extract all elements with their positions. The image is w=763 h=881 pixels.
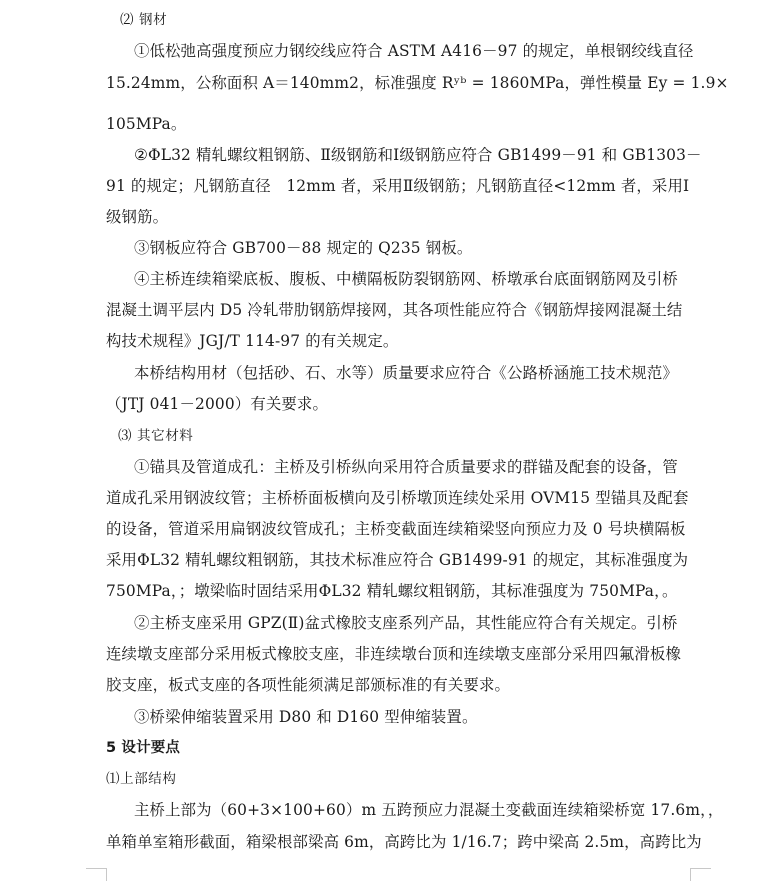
paragraph-line: ②ΦL32 精轧螺纹粗钢筋、Ⅱ级钢筋和Ⅰ级钢筋应符合 GB1499－91 和 GB1303－: [134, 146, 702, 164]
subsection-heading-other-materials: ⑶ 其它材料: [118, 428, 194, 444]
paragraph-line: 15.24mm，公称面积 A＝140mm2，标准强度 Rʸᵇ = 1860MPa，弹性模量 Ey = 1.9×: [106, 74, 729, 92]
paragraph-line: 105MPa。: [106, 115, 187, 133]
paragraph-line: ③钢板应符合 GB700－88 规定的 Q235 钢板。: [134, 239, 473, 257]
paragraph-line: ③桥梁伸缩装置采用 D80 和 D160 型伸缩装置。: [134, 708, 478, 726]
paragraph-line: 的设备，管道采用扁钢波纹管成孔；主桥变截面连续箱梁竖向预应力及 0 号块横隔板: [106, 520, 686, 538]
section-heading-design-points: 5 设计要点: [106, 740, 181, 756]
paragraph-line: 91 的规定；凡钢筋直径 12mm 者，采用Ⅱ级钢筋；凡钢筋直径<12mm 者，采用Ⅰ: [106, 177, 690, 195]
paragraph-line: 道成孔采用钢波纹管；主桥桥面板横向及引桥墩顶连续处采用 OVM15 型锚具及配套: [106, 489, 689, 507]
paragraph-line: 胶支座，板式支座的各项性能须满足部颁标准的有关要求。: [106, 676, 511, 694]
paragraph-line: 混凝土调平层内 D5 冷轧带肋钢筋焊接网，其各项性能应符合《钢筋焊接网混凝土结: [106, 301, 683, 319]
subsection-heading-steel: ⑵ 钢材: [120, 12, 168, 28]
paragraph-line: ④主桥连续箱梁底板、腹板、中横隔板防裂钢筋网、桥墩承台底面钢筋网及引桥: [134, 270, 678, 288]
subsection-heading-superstructure: ⑴上部结构: [106, 771, 177, 787]
paragraph-line: 构技术规程》JGJ/T 114-97 的有关规定。: [106, 332, 399, 350]
paragraph-line: 连续墩支座部分采用板式橡胶支座，非连续墩台顶和连续墩支座部分采用四氟滑板橡: [106, 645, 682, 663]
paragraph-line: 级钢筋。: [106, 208, 169, 226]
paragraph-line: （JTJ 041－2000）有关要求。: [106, 395, 329, 413]
paragraph-line: ①锚具及管道成孔：主桥及引桥纵向采用符合质量要求的群锚及配套的设备，管: [134, 458, 678, 476]
paragraph-line: 采用ΦL32 精轧螺纹粗钢筋，其技术标准应符合 GB1499-91 的规定，其标准强度为: [106, 551, 689, 569]
paragraph-line: 本桥结构用材（包括砂、石、水等）质量要求应符合《公路桥涵施工技术规范》: [134, 364, 678, 382]
paragraph-line: 750MPa，；墩梁临时固结采用ΦL32 精轧螺纹粗钢筋，其标准强度为 750MPa，。: [106, 582, 678, 600]
paragraph-line: ②主桥支座采用 GPZ(Ⅱ)盆式橡胶支座系列产品，其性能应符合有关规定。引桥: [134, 614, 678, 632]
paragraph-line: ①低松弛高强度预应力钢绞线应符合 ASTM A416－97 的规定，单根钢绞线直径: [134, 42, 694, 60]
paragraph-line: 主桥上部为（60+3×100+60）m 五跨预应力混凝土变截面连续箱梁桥宽 17.6m，，: [134, 801, 724, 819]
page-corner-mark: [690, 868, 711, 881]
paragraph-line: 单箱单室箱形截面，箱梁根部梁高 6m，高跨比为 1/16.7；跨中梁高 2.5m，高跨比为: [106, 833, 702, 851]
page-corner-mark: [86, 868, 107, 881]
